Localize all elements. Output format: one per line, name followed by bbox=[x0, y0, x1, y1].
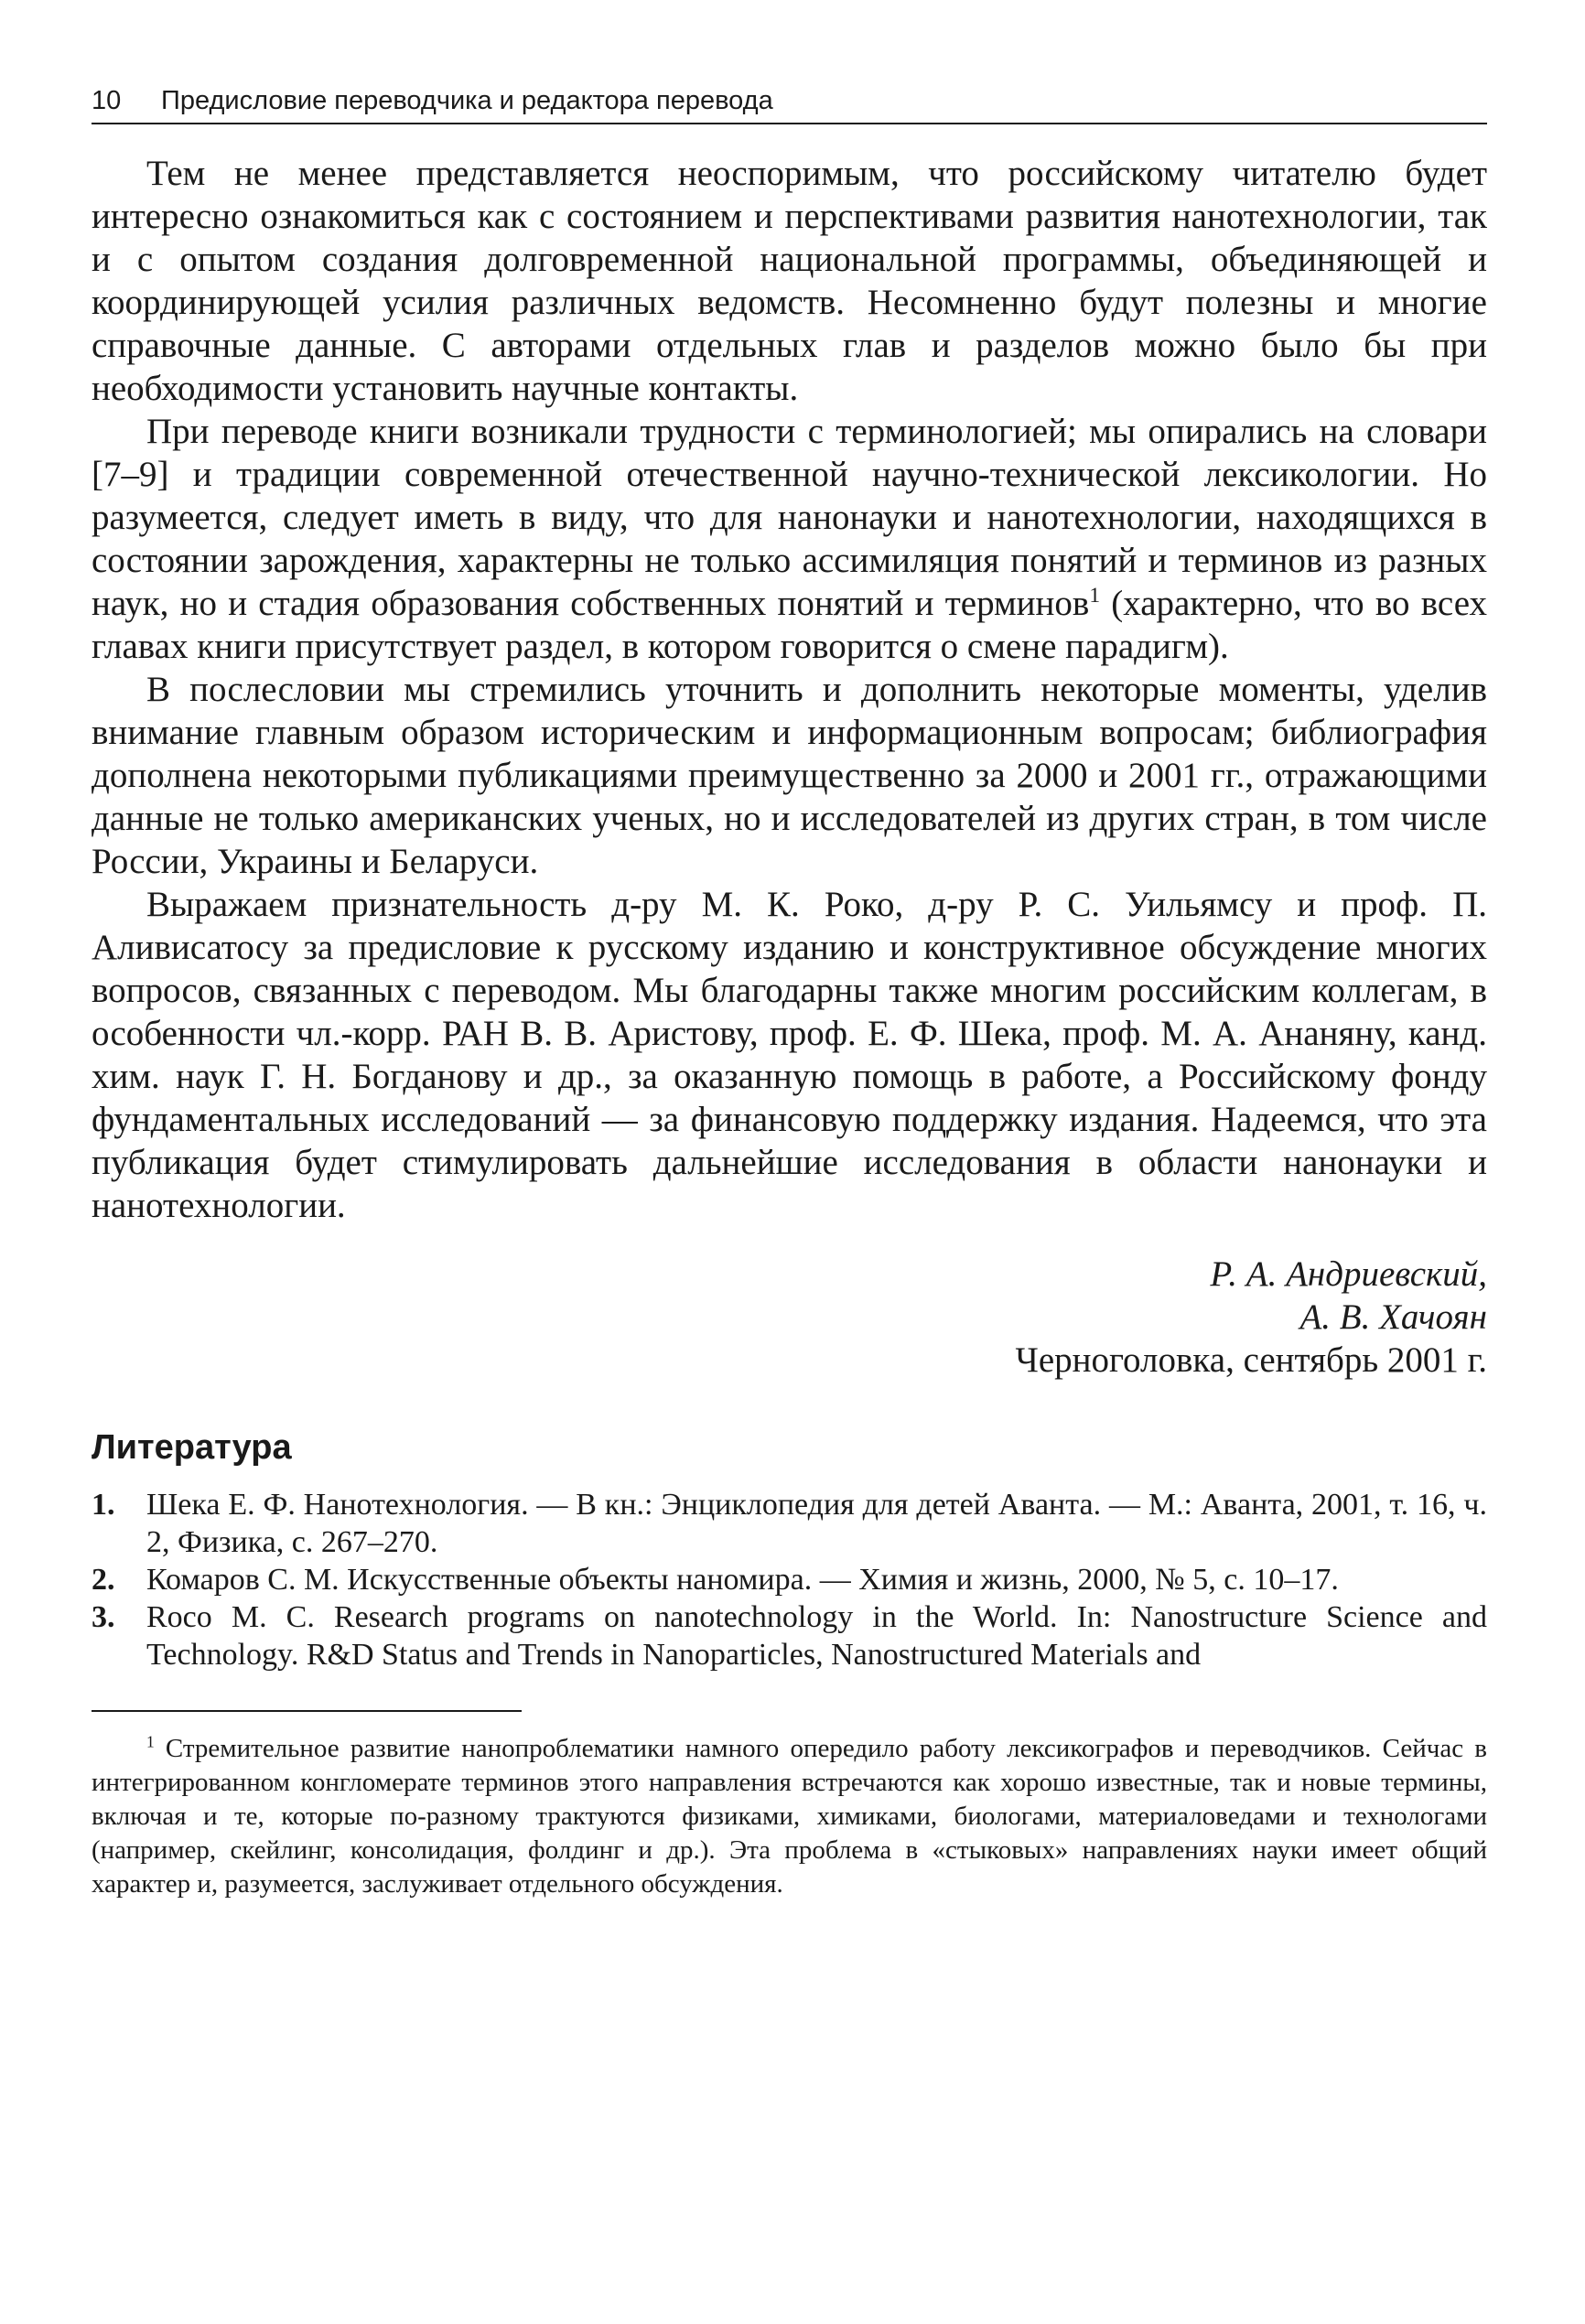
main-text bbox=[92, 152, 1487, 1227]
reference-number: 3. bbox=[92, 1600, 115, 1634]
book-page bbox=[92, 82, 1487, 2297]
paragraph-1: Тем не менее представляется неоспоримым, что российскому читателю будет интересно ознакомиться как с состоянием и перспективами развития нанотехнологии, так и с опытом создания долговременной национальной программы, объединяющей и координирующей усилия различных ведомств. Несомненно будут полезны и многие справочные данные. С авторами отдельных глав и разделов можно было бы при необходимости установить научные контакты. bbox=[92, 154, 1487, 408]
paragraph-2-text: При переводе книги возникали трудности с терминологией; мы опирались на словари [7–9] и традиции современной отечественной научно-технической лексикологии. Но разумеется, следует иметь в виду, что для нанонауки и нанотехнологии, находящихся в состоянии зарождения, характерны не только ассимиляция понятий и терминов из разных наук, но и стадия образования собственных понятий и терминов bbox=[92, 412, 1487, 623]
paragraph-3: В послесловии мы стремились уточнить и дополнить некоторые моменты, уделив внимание главным образом историческим и информационным вопросам; библиография дополнена некоторыми публикациями преимущественно за 2000 и 2001 гг., отражающими данные не только американских ученых, но и исследователей из других стран, в том числе России, Украины и Беларуси. bbox=[92, 670, 1487, 881]
place-date: Черноголовка, сентябрь 2001 г. bbox=[1015, 1340, 1487, 1380]
reference-item bbox=[92, 1598, 1487, 1673]
reference-text: Шека Е. Ф. Нанотехнология. — В кн.: Энциклопедия для детей Аванта. — М.: Аванта, 2001, т. 16, ч. 2, Физика, с. 267–270. bbox=[146, 1488, 1487, 1559]
paragraph-4: Выражаем признательность д-ру М. К. Роко, д-ру Р. С. Уильямсу и проф. П. Аливисатосу за предисловие к русскому изданию и конструктивное обсуждение многих вопросов, связанных с переводом. Мы благодарны также многим российским коллегам, в особенности чл.-корр. РАН В. В. Аристову, проф. Е. Ф. Шека, проф. М. А. Ананяну, канд. хим. наук Г. Н. Богданову и др., за оказанную помощь в работе, а Российскому фонду фундаментальных исследований — за финансовую поддержку издания. Надеемся, что эта публикация будет стимулировать дальнейшие исследования в области нанонауки и нанотехнологии. bbox=[92, 885, 1487, 1225]
author-2: А. В. Хачоян bbox=[1299, 1297, 1487, 1337]
literature-heading: Литература bbox=[92, 1428, 292, 1467]
footnote-marker: 1 bbox=[146, 1732, 155, 1751]
running-title: Предисловие переводчика и редактора перевода bbox=[161, 86, 773, 115]
signature-block bbox=[92, 1253, 1487, 1382]
footnote-reference[interactable]: 1 bbox=[1089, 584, 1101, 608]
reference-text: Комаров С. М. Искусственные объекты наномира. — Химия и жизнь, 2000, № 5, с. 10–17. bbox=[146, 1563, 1339, 1597]
reference-list bbox=[92, 1486, 1487, 1673]
reference-item bbox=[92, 1561, 1487, 1598]
author-1: Р. А. Андриевский, bbox=[1210, 1254, 1487, 1294]
reference-number: 1. bbox=[92, 1488, 115, 1522]
page-number: 10 bbox=[92, 86, 122, 115]
running-head bbox=[92, 82, 1487, 124]
paragraph-2 bbox=[92, 410, 1487, 668]
reference-item bbox=[92, 1486, 1487, 1561]
reference-number: 2. bbox=[92, 1563, 115, 1597]
footnote-text: Стремительное развитие нанопроблематики намного опередило работу лексикографов и переводчиков. Сейчас в интегрированном конгломерате терминов этого направления встречаются как хорошо известные, так и новые термины, включая и те, которые по-разному трактуются физиками, химиками, биологами, материаловедами и технологами (например, скейлинг, консолидация, фолдинг и др.). Эта проблема в «стыковых» направлениях науки имеет общий характер и, разумеется, заслуживает отдельного обсуждения. bbox=[92, 1734, 1487, 1899]
footnote-rule bbox=[92, 1710, 522, 1712]
footnote bbox=[92, 1732, 1487, 1901]
paragraph-2-tail: (характерно, что во всех главах книги присутствует раздел, в котором говорится о смене парадигм). bbox=[92, 584, 1488, 666]
reference-text: Roco M. C. Research programs on nanotechnology in the World. In: Nanostructure Science and Technology. R&D Status and Trends in Nanoparticles, Nanostructured Materials and bbox=[146, 1600, 1487, 1672]
